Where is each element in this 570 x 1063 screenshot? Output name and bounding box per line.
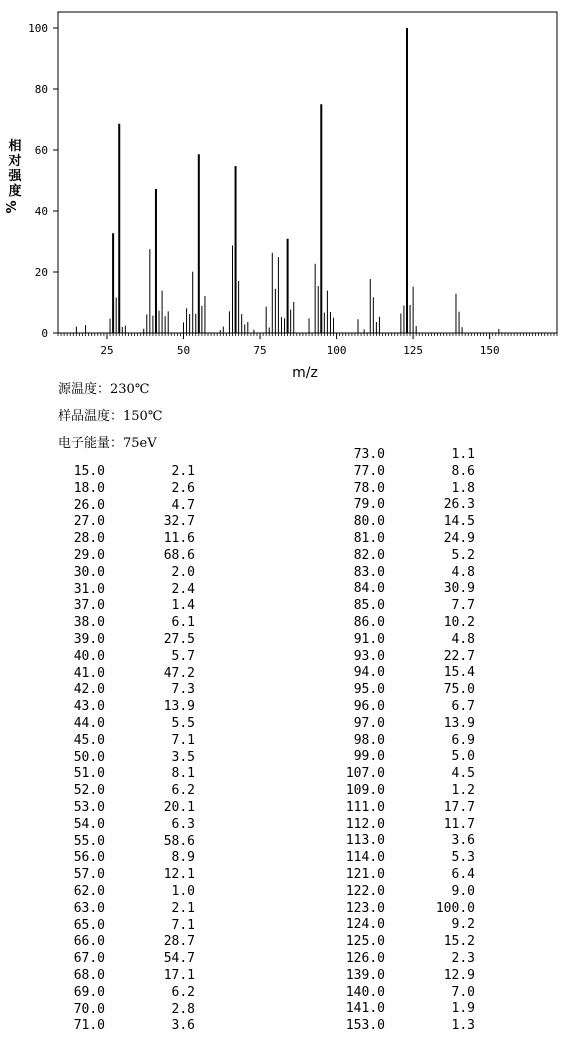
- table-row: [330, 1018, 475, 1035]
- mz-value: 45.0: [73, 732, 105, 748]
- mz-value: 54.0: [73, 816, 105, 832]
- mz-value: 43.0: [73, 699, 105, 715]
- mz-value: 86.0: [353, 614, 385, 630]
- intensity-value: 4.8: [451, 564, 475, 580]
- intensity-value: 13.9: [443, 715, 475, 731]
- mz-value: 63.0: [73, 900, 105, 916]
- table-row: [330, 497, 475, 514]
- intensity-value: 1.8: [451, 480, 475, 496]
- mz-value: 82.0: [353, 547, 385, 563]
- mz-value: 125.0: [345, 934, 385, 950]
- intensity-value: 32.7: [163, 514, 195, 530]
- x-tick-label: 75: [253, 344, 267, 357]
- intensity-value: 2.1: [171, 464, 195, 479]
- mz-value: 30.0: [73, 564, 105, 580]
- mz-value: 78.0: [353, 480, 385, 496]
- mz-value: 111.0: [345, 799, 385, 815]
- intensity-value: 5.0: [451, 749, 475, 765]
- y-tick-label: 0: [41, 327, 48, 340]
- mz-value: 50.0: [73, 749, 105, 765]
- intensity-value: 17.7: [443, 799, 475, 815]
- intensity-value: 9.0: [451, 883, 475, 899]
- table-row: [330, 665, 475, 682]
- table-row: [330, 833, 475, 850]
- table-row: [50, 750, 195, 767]
- intensity-value: 28.7: [163, 934, 195, 950]
- table-row: [50, 1018, 195, 1035]
- table-row: [330, 682, 475, 699]
- intensity-value: 2.3: [451, 950, 475, 966]
- intensity-value: 6.3: [171, 816, 195, 832]
- table-row: [50, 1002, 195, 1019]
- table-row: [50, 817, 195, 834]
- mz-value: 28.0: [73, 531, 105, 547]
- plot-frame: [58, 12, 557, 333]
- peak-table-right: [330, 447, 475, 1035]
- mz-value: 67.0: [73, 951, 105, 967]
- intensity-value: 47.2: [163, 665, 195, 681]
- mz-value: 56.0: [73, 850, 105, 866]
- mz-value: 98.0: [353, 732, 385, 748]
- x-tick-label: 150: [479, 344, 500, 357]
- table-row: [330, 850, 475, 867]
- mz-value: 53.0: [73, 799, 105, 815]
- table-row: [50, 783, 195, 800]
- intensity-value: 13.9: [163, 699, 195, 715]
- intensity-value: 14.5: [443, 514, 475, 530]
- mz-value: 51.0: [73, 766, 105, 782]
- mz-value: 71.0: [73, 1018, 105, 1034]
- y-tick-label: 20: [34, 266, 48, 279]
- table-row: [50, 548, 195, 565]
- table-row: [330, 464, 475, 481]
- intensity-value: 8.1: [171, 766, 195, 782]
- mz-value: 81.0: [353, 530, 385, 546]
- mz-value: 26.0: [73, 497, 105, 513]
- mass-spectrum-chart: [0, 0, 570, 380]
- table-row: [330, 901, 475, 918]
- mz-value: 107.0: [345, 766, 385, 782]
- mz-value: 27.0: [73, 514, 105, 530]
- mz-value: 121.0: [345, 866, 385, 882]
- mz-value: 124.0: [345, 917, 385, 933]
- table-row: [50, 867, 195, 884]
- intensity-value: 9.2: [451, 917, 475, 933]
- y-tick-label: 100: [28, 22, 48, 35]
- mz-value: 52.0: [73, 783, 105, 799]
- y-tick-label: 80: [34, 83, 48, 96]
- table-row: [330, 481, 475, 498]
- table-row: [330, 598, 475, 615]
- intensity-value: 3.5: [171, 749, 195, 765]
- mz-value: 44.0: [73, 715, 105, 731]
- intensity-value: 2.0: [171, 564, 195, 580]
- mz-value: 80.0: [353, 514, 385, 530]
- mz-value: 123.0: [345, 900, 385, 916]
- intensity-value: 1.1: [451, 447, 475, 462]
- table-row: [330, 699, 475, 716]
- mz-value: 55.0: [73, 833, 105, 849]
- intensity-value: 4.8: [451, 631, 475, 647]
- table-row: [330, 917, 475, 934]
- table-row: [50, 884, 195, 901]
- mz-value: 42.0: [73, 682, 105, 698]
- table-row: [50, 901, 195, 918]
- table-row: [50, 918, 195, 935]
- intensity-value: 26.3: [443, 497, 475, 513]
- electron-energy: 电子能量：75eV: [58, 436, 157, 451]
- intensity-value: 5.3: [451, 850, 475, 866]
- table-row: [330, 817, 475, 834]
- table-row: [330, 447, 475, 464]
- intensity-value: 6.2: [171, 984, 195, 1000]
- intensity-value: 8.9: [171, 850, 195, 866]
- mz-value: 15.0: [73, 464, 105, 479]
- intensity-value: 6.1: [171, 615, 195, 631]
- sample-temperature: 样品温度：150℃: [58, 409, 163, 424]
- table-row: [50, 514, 195, 531]
- mz-value: 62.0: [73, 883, 105, 899]
- y-axis-label-text: 相对强度: [8, 139, 22, 199]
- table-row: [50, 733, 195, 750]
- intensity-value: 5.5: [171, 715, 195, 731]
- mz-value: 77.0: [353, 463, 385, 479]
- mz-value: 99.0: [353, 749, 385, 765]
- intensity-value: 75.0: [443, 682, 475, 698]
- table-row: [330, 951, 475, 968]
- table-row: [50, 531, 195, 548]
- intensity-value: 1.4: [171, 598, 195, 614]
- x-tick-label: 100: [326, 344, 347, 357]
- mz-value: 93.0: [353, 648, 385, 664]
- mz-value: 73.0: [353, 447, 385, 462]
- table-row: [330, 1001, 475, 1018]
- table-row: [330, 783, 475, 800]
- mz-value: 97.0: [353, 715, 385, 731]
- table-row: [50, 649, 195, 666]
- table-row: [50, 699, 195, 716]
- table-row: [330, 716, 475, 733]
- table-row: [50, 682, 195, 699]
- table-row: [50, 834, 195, 851]
- table-row: [50, 464, 195, 481]
- table-row: [50, 481, 195, 498]
- table-row: [330, 968, 475, 985]
- table-row: [330, 800, 475, 817]
- intensity-value: 30.9: [443, 581, 475, 597]
- intensity-value: 20.1: [163, 799, 195, 815]
- intensity-value: 58.6: [163, 833, 195, 849]
- table-row: [330, 581, 475, 598]
- intensity-value: 3.6: [451, 833, 475, 849]
- mz-value: 69.0: [73, 984, 105, 1000]
- intensity-value: 4.5: [451, 766, 475, 782]
- peak-table-left: [50, 464, 195, 1035]
- table-row: [50, 934, 195, 951]
- table-row: [330, 531, 475, 548]
- mz-value: 40.0: [73, 648, 105, 664]
- spectrum-peaks: [76, 28, 498, 333]
- mz-value: 153.0: [345, 1018, 385, 1034]
- table-row: [330, 649, 475, 666]
- mz-value: 114.0: [345, 850, 385, 866]
- y-axis-ticks: [28, 22, 58, 340]
- intensity-value: 8.6: [451, 463, 475, 479]
- intensity-value: 7.1: [171, 732, 195, 748]
- mz-value: 85.0: [353, 598, 385, 614]
- x-axis-ticks: [100, 333, 499, 357]
- table-row: [330, 548, 475, 565]
- table-row: [50, 850, 195, 867]
- table-row: [330, 749, 475, 766]
- table-row: [330, 565, 475, 582]
- table-row: [50, 968, 195, 985]
- y-tick-label: 40: [34, 205, 48, 218]
- intensity-value: 7.3: [171, 682, 195, 698]
- mz-value: 84.0: [353, 581, 385, 597]
- intensity-value: 1.0: [171, 883, 195, 899]
- mz-value: 79.0: [353, 497, 385, 513]
- intensity-value: 12.9: [443, 967, 475, 983]
- mz-value: 57.0: [73, 867, 105, 883]
- x-tick-label: 125: [403, 344, 424, 357]
- intensity-value: 1.3: [451, 1018, 475, 1034]
- x-tick-label: 50: [176, 344, 191, 357]
- intensity-value: 15.4: [443, 665, 475, 681]
- intensity-value: 100.0: [435, 900, 475, 916]
- mz-value: 18.0: [73, 480, 105, 496]
- intensity-value: 2.6: [171, 480, 195, 496]
- intensity-value: 7.0: [451, 984, 475, 1000]
- table-row: [330, 514, 475, 531]
- table-row: [330, 884, 475, 901]
- table-row: [50, 951, 195, 968]
- intensity-value: 22.7: [443, 648, 475, 664]
- mz-value: 39.0: [73, 631, 105, 647]
- mz-value: 68.0: [73, 967, 105, 983]
- intensity-value: 2.4: [171, 581, 195, 597]
- intensity-value: 17.1: [163, 967, 195, 983]
- intensity-value: 4.7: [171, 497, 195, 513]
- intensity-value: 2.8: [171, 1001, 195, 1017]
- x-tick-label: 25: [100, 344, 114, 357]
- mz-value: 112.0: [345, 816, 385, 832]
- x-axis-label: m/z: [292, 365, 318, 380]
- intensity-value: 12.1: [163, 867, 195, 883]
- table-row: [50, 498, 195, 515]
- mz-value: 83.0: [353, 564, 385, 580]
- mz-value: 141.0: [345, 1001, 385, 1017]
- table-row: [50, 666, 195, 683]
- intensity-value: 27.5: [163, 631, 195, 647]
- mz-value: 140.0: [345, 984, 385, 1000]
- intensity-value: 54.7: [163, 951, 195, 967]
- table-row: [330, 615, 475, 632]
- mz-value: 66.0: [73, 934, 105, 950]
- intensity-value: 7.1: [171, 917, 195, 933]
- y-axis-label: [5, 138, 22, 214]
- table-row: [50, 615, 195, 632]
- intensity-value: 11.7: [443, 816, 475, 832]
- mz-value: 113.0: [345, 833, 385, 849]
- mz-value: 126.0: [345, 950, 385, 966]
- table-row: [330, 766, 475, 783]
- intensity-value: 5.7: [171, 648, 195, 664]
- table-row: [50, 582, 195, 599]
- intensity-value: 10.2: [443, 614, 475, 630]
- intensity-value: 6.2: [171, 783, 195, 799]
- intensity-value: 11.6: [163, 531, 195, 547]
- table-row: [330, 733, 475, 750]
- table-row: [330, 934, 475, 951]
- intensity-value: 6.9: [451, 732, 475, 748]
- intensity-value: 6.4: [451, 866, 475, 882]
- mz-value: 29.0: [73, 547, 105, 563]
- y-axis-label-unit: %: [5, 200, 20, 214]
- table-row: [330, 632, 475, 649]
- mz-value: 38.0: [73, 615, 105, 631]
- intensity-value: 6.7: [451, 698, 475, 714]
- intensity-value: 1.2: [451, 782, 475, 798]
- y-tick-label: 60: [34, 144, 48, 157]
- mz-value: 41.0: [73, 665, 105, 681]
- table-row: [50, 565, 195, 582]
- mz-value: 94.0: [353, 665, 385, 681]
- mz-value: 91.0: [353, 631, 385, 647]
- table-row: [50, 632, 195, 649]
- table-row: [50, 985, 195, 1002]
- mz-value: 70.0: [73, 1001, 105, 1017]
- mz-value: 109.0: [345, 782, 385, 798]
- intensity-value: 68.6: [163, 547, 195, 563]
- intensity-value: 24.9: [443, 530, 475, 546]
- source-temperature: 源温度：230℃: [58, 382, 150, 397]
- table-row: [50, 800, 195, 817]
- mz-value: 31.0: [73, 581, 105, 597]
- intensity-value: 7.7: [451, 598, 475, 614]
- table-row: [50, 716, 195, 733]
- mz-value: 37.0: [73, 598, 105, 614]
- table-row: [330, 867, 475, 884]
- table-row: [50, 598, 195, 615]
- mz-value: 65.0: [73, 917, 105, 933]
- table-row: [50, 766, 195, 783]
- mz-value: 95.0: [353, 682, 385, 698]
- intensity-value: 2.1: [171, 900, 195, 916]
- mz-value: 122.0: [345, 883, 385, 899]
- intensity-value: 15.2: [443, 934, 475, 950]
- mz-value: 139.0: [345, 967, 385, 983]
- table-row: [330, 985, 475, 1002]
- mz-value: 96.0: [353, 698, 385, 714]
- intensity-value: 5.2: [451, 547, 475, 563]
- intensity-value: 1.9: [451, 1001, 475, 1017]
- intensity-value: 3.6: [171, 1018, 195, 1034]
